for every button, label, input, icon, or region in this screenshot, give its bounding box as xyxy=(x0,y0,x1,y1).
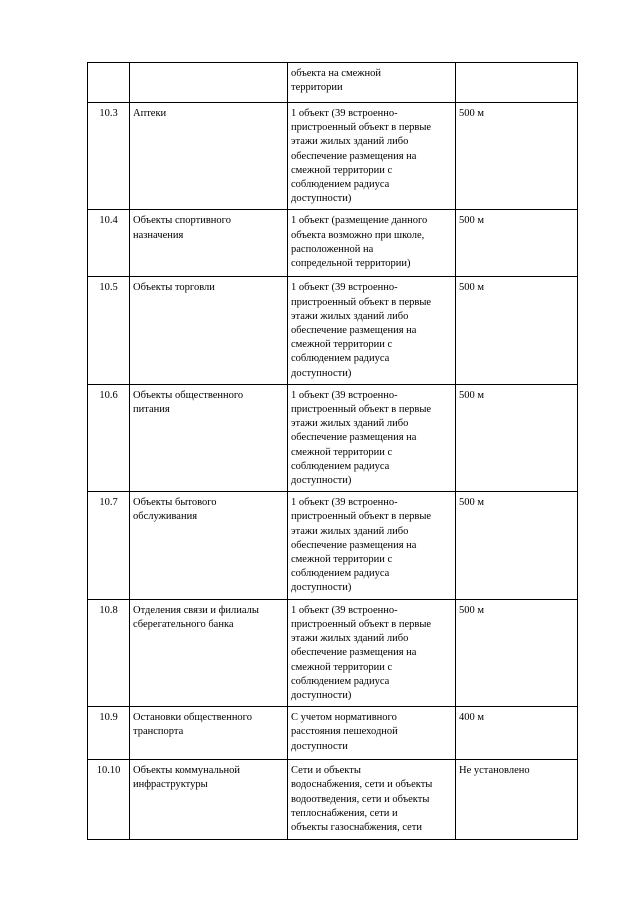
row-number: 10.9 xyxy=(88,707,130,760)
object-distance xyxy=(456,63,578,103)
object-name: Остановки общественного транспорта xyxy=(130,707,288,760)
row-number xyxy=(88,63,130,103)
table-row xyxy=(88,599,578,706)
row-number: 10.5 xyxy=(88,277,130,384)
table-row xyxy=(88,103,578,210)
object-distance: 500 м xyxy=(456,277,578,384)
row-number: 10.4 xyxy=(88,210,130,277)
object-name: Отделения связи и филиалы сберегательного банка xyxy=(130,599,288,706)
table-row xyxy=(88,384,578,491)
object-provision: С учетом нормативного расстояния пешеходной доступности xyxy=(288,707,456,760)
object-name: Объекты общественного питания xyxy=(130,384,288,491)
object-provision: 1 объект (39 встроенно- пристроенный объект в первые этажи жилых зданий либо обеспечение размещения на смежной территории с соблюдением радиуса доступности) xyxy=(288,384,456,491)
object-name: Объекты коммунальной инфраструктуры xyxy=(130,760,288,840)
object-provision: 1 объект (39 встроенно- пристроенный объект в первые этажи жилых зданий либо обеспечение размещения на смежной территории с соблюдением радиуса доступности) xyxy=(288,277,456,384)
row-number: 10.8 xyxy=(88,599,130,706)
object-provision: 1 объект (39 встроенно- пристроенный объект в первые этажи жилых зданий либо обеспечение размещения на смежной территории с соблюдением радиуса доступности) xyxy=(288,599,456,706)
object-provision: объекта на смежной территории xyxy=(288,63,456,103)
object-name: Объекты спортивного назначения xyxy=(130,210,288,277)
object-provision: 1 объект (39 встроенно- пристроенный объект в первые этажи жилых зданий либо обеспечение размещения на смежной территории с соблюдением радиуса доступности) xyxy=(288,103,456,210)
object-provision: 1 объект (размещение данного объекта возможно при школе, расположенной на сопредельной территории) xyxy=(288,210,456,277)
row-number: 10.6 xyxy=(88,384,130,491)
table-row xyxy=(88,707,578,760)
row-number: 10.3 xyxy=(88,103,130,210)
object-provision: Сети и объекты водоснабжения, сети и объекты водоотведения, сети и объекты теплоснабжения, сети и объекты газоснабжения, сети xyxy=(288,760,456,840)
row-number: 10.7 xyxy=(88,492,130,599)
object-distance: 500 м xyxy=(456,492,578,599)
object-distance: 500 м xyxy=(456,384,578,491)
object-distance: Не установлено xyxy=(456,760,578,840)
table-row xyxy=(88,760,578,840)
row-number: 10.10 xyxy=(88,760,130,840)
object-name: Объекты торговли xyxy=(130,277,288,384)
object-distance: 500 м xyxy=(456,103,578,210)
object-distance: 400 м xyxy=(456,707,578,760)
table-row xyxy=(88,277,578,384)
table-row xyxy=(88,492,578,599)
document-table xyxy=(87,62,578,840)
object-distance: 500 м xyxy=(456,210,578,277)
object-distance: 500 м xyxy=(456,599,578,706)
object-provision: 1 объект (39 встроенно- пристроенный объект в первые этажи жилых зданий либо обеспечение размещения на смежной территории с соблюдением радиуса доступности) xyxy=(288,492,456,599)
object-name: Аптеки xyxy=(130,103,288,210)
table-row xyxy=(88,210,578,277)
object-name xyxy=(130,63,288,103)
object-name: Объекты бытового обслуживания xyxy=(130,492,288,599)
table-row xyxy=(88,63,578,103)
